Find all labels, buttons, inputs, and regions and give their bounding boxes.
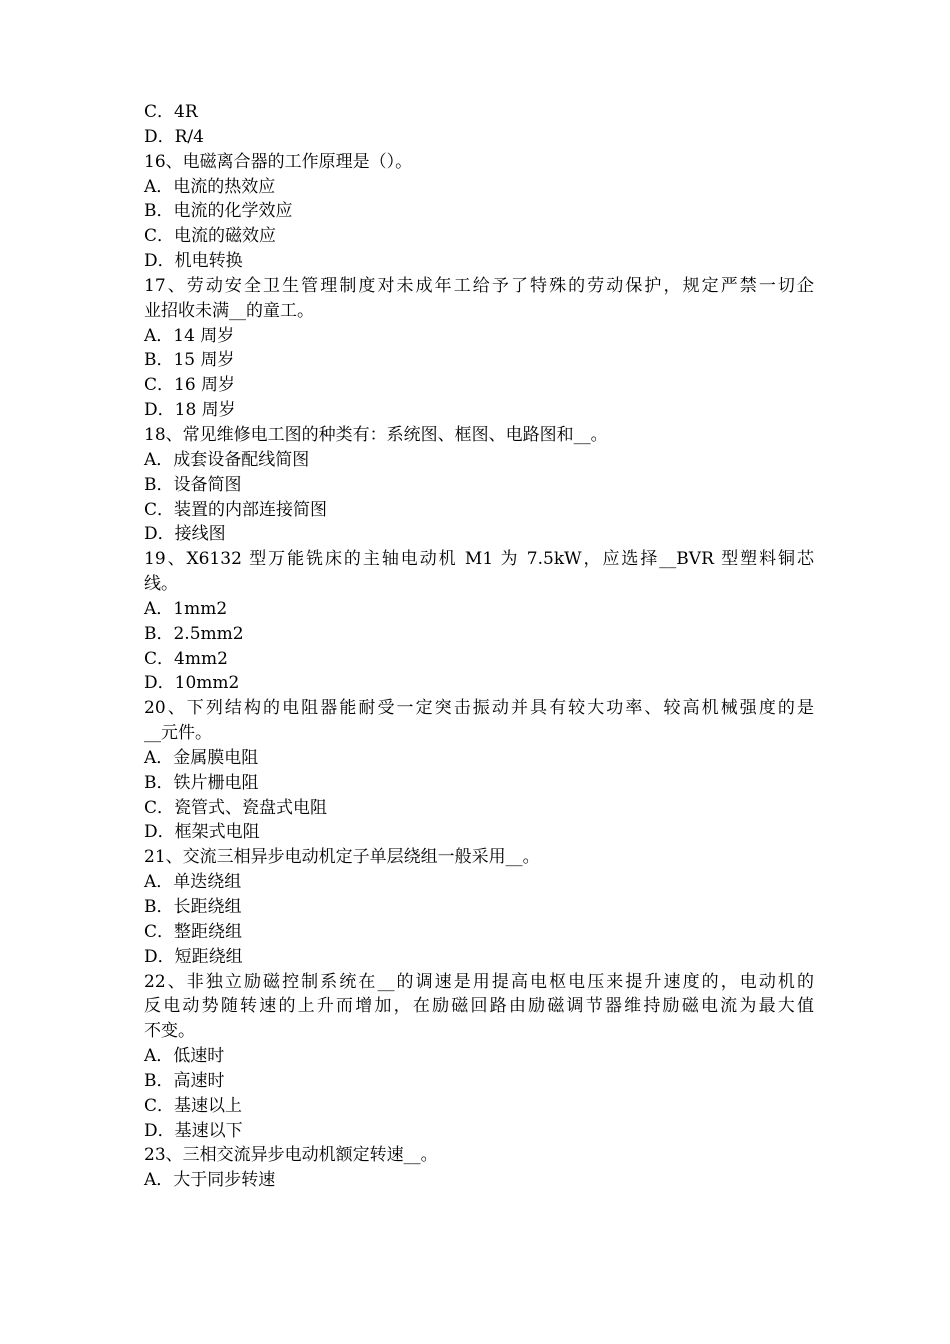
option-line: B．15 周岁 — [144, 350, 235, 371]
option-line: C．整距绕组 — [144, 921, 243, 942]
question-line: 19、X6132 型万能铣床的主轴电动机 M1 为 7.5kW，应选择__BVR 型塑料铜芯 — [144, 549, 814, 570]
question-line: 22、非独立励磁控制系统在__的调速是用提高电枢电压来提升速度的，电动机的 — [144, 971, 814, 992]
option-line: A．金属膜电阻 — [144, 747, 259, 768]
question-line: 17、劳动安全卫生管理制度对未成年工给予了特殊的劳动保护，规定严禁一切企 — [144, 275, 814, 296]
question-line: 18、常见维修电工图的种类有：系统图、框图、电路图和__。 — [144, 424, 608, 445]
option-line: C．电流的磁效应 — [144, 226, 277, 247]
option-line: A．14 周岁 — [144, 325, 235, 346]
question-line: 20、下列结构的电阻器能耐受一定突击振动并具有较大功率、较高机械强度的是 — [144, 698, 814, 719]
document-page — [144, 100, 814, 1193]
question-line: 23、三相交流异步电动机额定转速__。 — [144, 1145, 438, 1166]
option-line: B．高速时 — [144, 1070, 225, 1091]
question-line: 16、电磁离合器的工作原理是（）。 — [144, 151, 413, 172]
question-line: __元件。 — [144, 723, 212, 744]
option-line: B．2.5mm2 — [144, 623, 244, 644]
option-line: D．短距绕组 — [144, 946, 243, 967]
option-line: A．电流的热效应 — [144, 176, 276, 197]
option-line: B．铁片栅电阻 — [144, 772, 259, 793]
question-line: 业招收未满__的童工。 — [144, 300, 314, 321]
option-line: D．18 周岁 — [144, 400, 236, 421]
option-line: C．基速以上 — [144, 1095, 243, 1116]
question-line: 反电动势随转速的上升而增加，在励磁回路由励磁调节器维持励磁电流为最大值 — [144, 996, 814, 1017]
question-line: 线。 — [144, 574, 178, 595]
option-line: A．单迭绕组 — [144, 872, 242, 893]
option-line: C．瓷管式、瓷盘式电阻 — [144, 797, 328, 818]
option-line: D．框架式电阻 — [144, 822, 260, 843]
option-line: D．接线图 — [144, 524, 226, 545]
option-line: C．4R — [144, 102, 198, 122]
option-line: C．16 周岁 — [144, 375, 236, 396]
option-line: A．低速时 — [144, 1046, 225, 1067]
option-line: A．1mm2 — [144, 598, 228, 619]
option-line: A．成套设备配线简图 — [144, 449, 310, 470]
option-line: C．装置的内部连接简图 — [144, 499, 328, 520]
question-line: 不变。 — [144, 1021, 195, 1042]
option-line: D．基速以下 — [144, 1120, 243, 1141]
option-line: C．4mm2 — [144, 648, 228, 669]
option-line: A．大于同步转速 — [144, 1170, 276, 1191]
option-line: B．长距绕组 — [144, 897, 242, 917]
option-line: D．R/4 — [144, 126, 204, 147]
option-line: D．10mm2 — [144, 673, 240, 694]
question-line: 21、交流三相异步电动机定子单层绕组一般采用__。 — [144, 847, 540, 868]
option-line: B．电流的化学效应 — [144, 201, 293, 222]
option-line: B．设备简图 — [144, 474, 242, 495]
option-line: D．机电转换 — [144, 251, 243, 272]
